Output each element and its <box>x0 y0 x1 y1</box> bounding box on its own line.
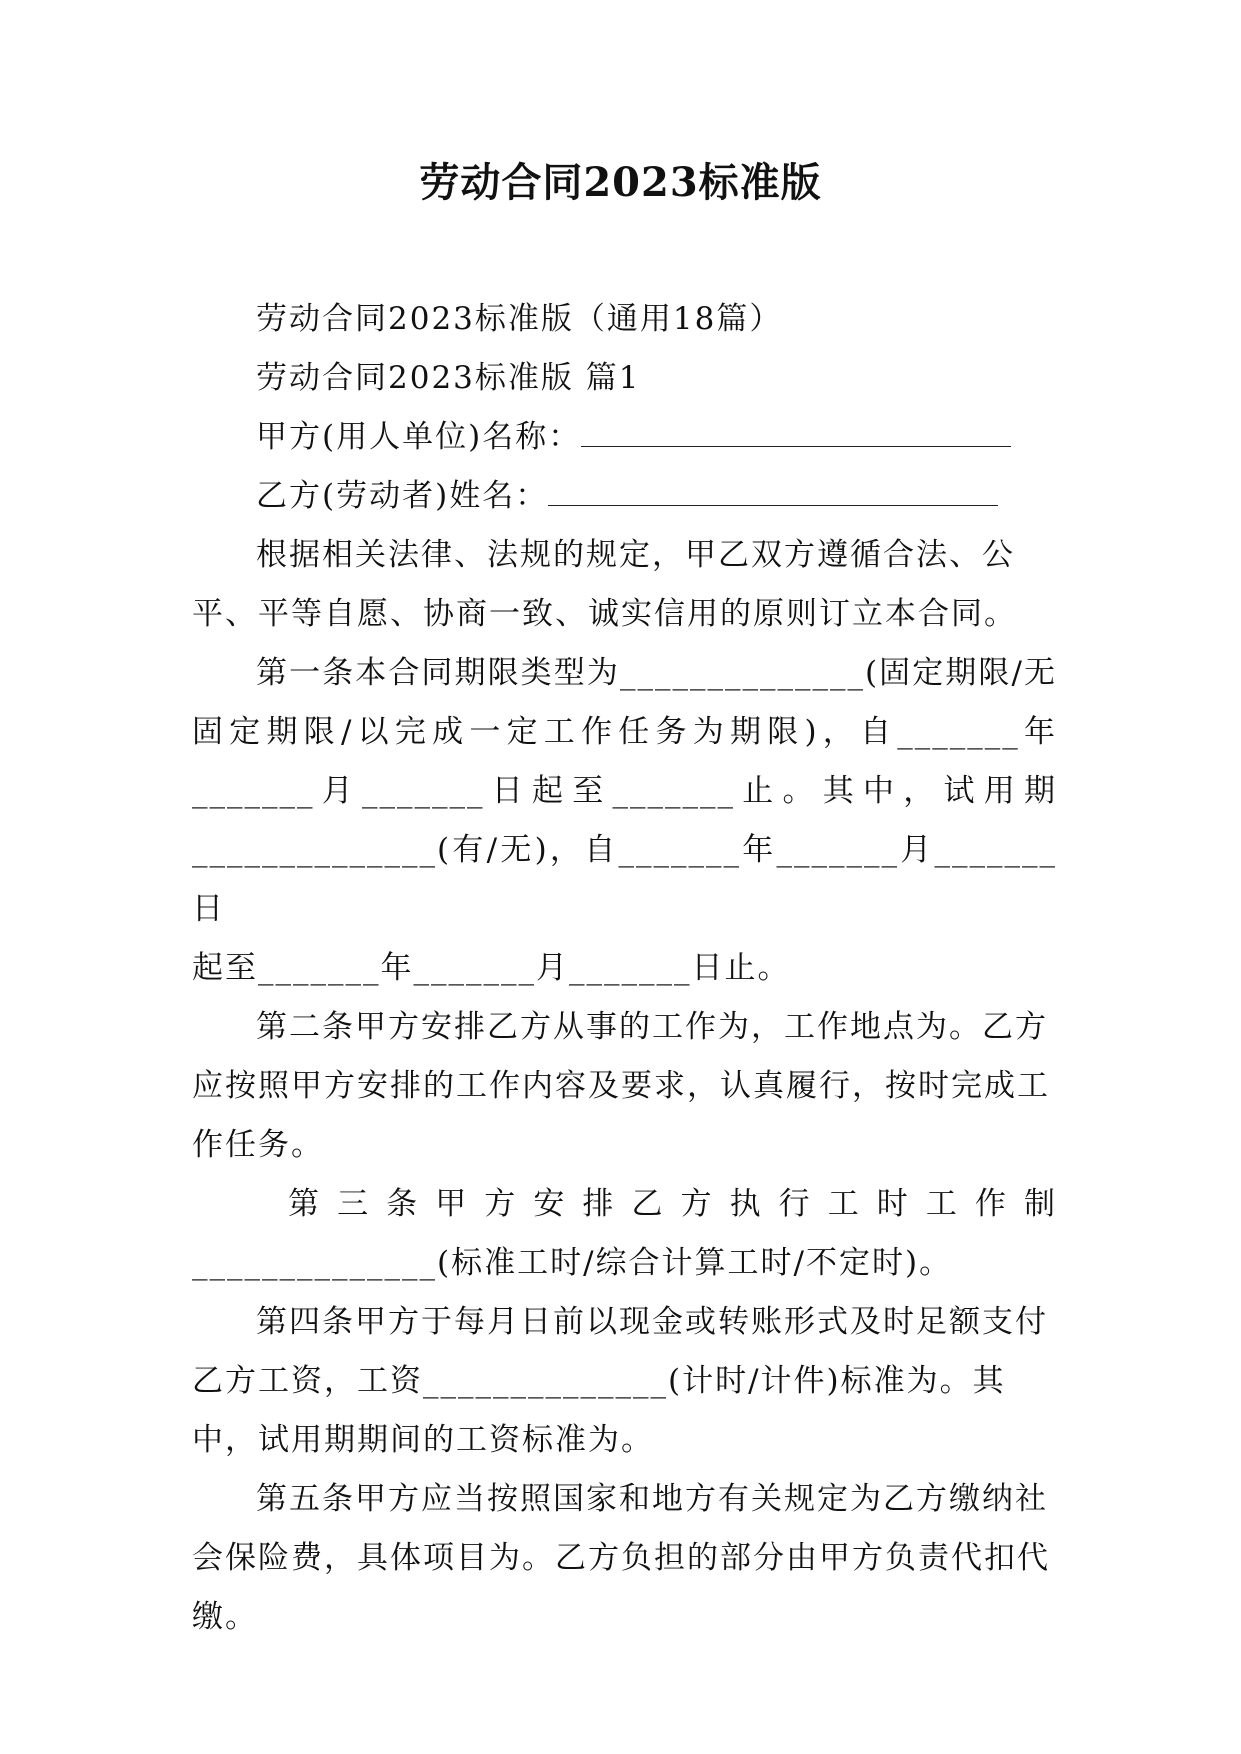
article-1-line-1: 第一条本合同期限类型为______________(固定期限/无 <box>256 655 1057 691</box>
article-3-line-2: ______________(标准工时/综合计算工时/不定时)。 <box>192 1245 953 1281</box>
article-1-line-5: 起至_______年_______月_______日止。 <box>192 950 791 986</box>
article-1-line-2: 固定期限/以完成一定工作任务为期限)，自_______年 <box>192 714 1057 750</box>
party-a-label: 甲方(用人单位)名称： <box>256 419 582 455</box>
article-1-line-4: ______________(有/无)，自_______年_______月_______日 <box>192 832 1057 927</box>
document-title: 劳动合同2023标准版 <box>419 159 822 206</box>
section-heading: 劳动合同2023标准版 篇1 <box>256 360 641 396</box>
article-3-line-1: 第三条甲方安排乙方执行工时工作制 <box>288 1186 1057 1222</box>
intro-paragraph: 根据相关法律、法规的规定，甲乙双方遵循合法、公平、平等自愿、协商一致、诚实信用的原则订立本合同。 <box>192 537 1017 632</box>
article-5-paragraph: 第五条甲方应当按照国家和地方有关规定为乙方缴纳社会保险费，具体项目为。乙方负担的部分由甲方负责代扣代缴。 <box>192 1481 1050 1635</box>
article-4-paragraph: 第四条甲方于每月日前以现金或转账形式及时足额支付乙方工资，工资______________(计时/计件)标准为。其中，试用期期间的工资标准为。 <box>192 1304 1048 1458</box>
article-2-paragraph: 第二条甲方安排乙方从事的工作为，工作地点为。乙方应按照甲方安排的工作内容及要求，认真履行，按时完成工作任务。 <box>192 1009 1050 1163</box>
document-subtitle: 劳动合同2023标准版（通用18篇） <box>256 301 783 337</box>
article-1-line-3: _______月_______日起至_______止。其中，试用期 <box>192 773 1057 809</box>
party-b-name-field[interactable] <box>548 479 998 506</box>
party-a-line <box>192 408 1057 467</box>
party-a-name-field[interactable] <box>581 420 1011 447</box>
party-b-label: 乙方(劳动者)姓名： <box>256 478 549 514</box>
party-b-line <box>192 467 1057 526</box>
document-body <box>192 290 1057 1647</box>
